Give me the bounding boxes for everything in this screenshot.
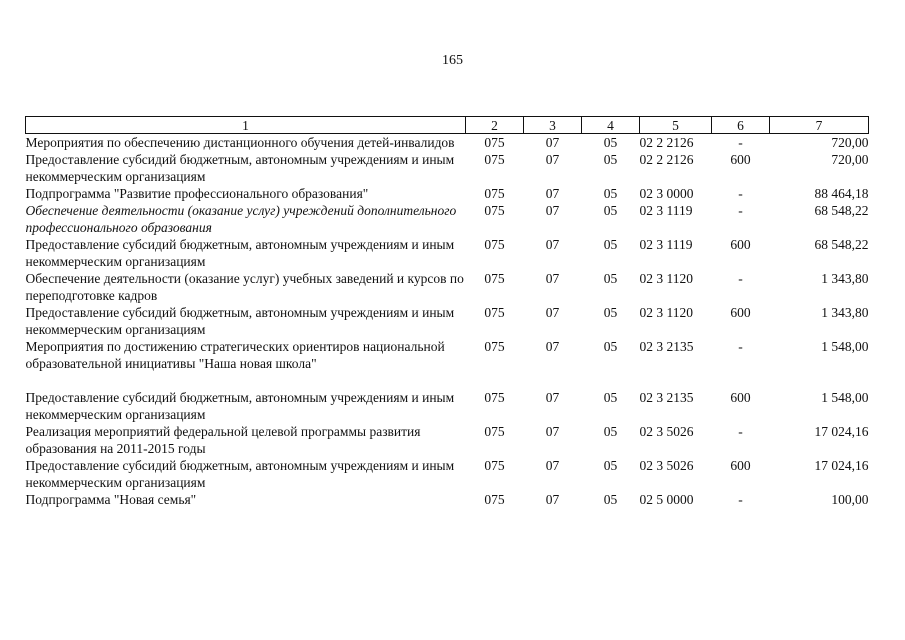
row-col-5: 02 2 2126: [639, 152, 694, 167]
row-col-3: 07: [545, 186, 560, 201]
row-col-5: 02 2 2126: [639, 135, 694, 150]
row-col-2: 075: [484, 458, 505, 473]
header-col-3: 3: [524, 117, 582, 134]
row-amount: 17 024,16: [814, 424, 869, 439]
row-amount: 68 548,22: [814, 237, 869, 252]
row-col-2: 075: [484, 135, 505, 150]
row-col-3: 07: [545, 492, 560, 507]
row-col-5: 02 3 5026: [639, 424, 694, 439]
row-col-5: 02 3 5026: [639, 458, 694, 473]
row-col-6: -: [738, 186, 743, 201]
row-col-6: -: [738, 339, 743, 354]
row-col-6: 600: [730, 390, 751, 405]
row-col-6: -: [738, 203, 743, 218]
row-name: Предоставление субсидий бюджетным, автономным учреждениям и иным некоммерческим организациям: [25, 237, 455, 269]
row-col-5: 02 3 0000: [639, 186, 694, 201]
row-col-3: 07: [545, 135, 560, 150]
row-col-3: 07: [545, 424, 560, 439]
row-col-5: 02 3 2135: [639, 390, 694, 405]
row-spacer: [26, 372, 869, 389]
table-row: [26, 457, 869, 491]
row-col-4: 05: [603, 390, 618, 405]
table-row: [26, 236, 869, 270]
row-col-2: 075: [484, 424, 505, 439]
row-col-3: 07: [545, 305, 560, 320]
row-name: Предоставление субсидий бюджетным, автономным учреждениям и иным некоммерческим организациям: [25, 152, 455, 184]
header-col-5: 5: [640, 117, 712, 134]
row-col-4: 05: [603, 305, 618, 320]
header-row: [26, 117, 869, 134]
budget-table: [25, 116, 869, 508]
row-amount: 88 464,18: [814, 186, 869, 201]
row-col-4: 05: [603, 186, 618, 201]
row-name: Мероприятия по достижению стратегических ориентиров национальной образовательной инициативы "Наша новая школа": [25, 339, 445, 371]
table-row: [26, 202, 869, 236]
row-name: Мероприятия по обеспечению дистанционного обучения детей-инвалидов: [25, 135, 455, 150]
table-row: [26, 389, 869, 423]
row-name: Подпрограмма "Развитие профессионального образования": [25, 186, 369, 201]
row-col-2: 075: [484, 186, 505, 201]
row-name: Реализация мероприятий федеральной целевой программы развития образования на 2011-2015 годы: [25, 424, 421, 456]
row-col-4: 05: [603, 458, 618, 473]
header-col-2: 2: [466, 117, 524, 134]
row-col-3: 07: [545, 339, 560, 354]
header-col-7: 7: [770, 117, 869, 134]
page-number: 165: [442, 53, 463, 68]
row-col-6: -: [738, 271, 743, 286]
table-row: [26, 134, 869, 152]
row-name: Обеспечение деятельности (оказание услуг) учреждений дополнительного профессионального образования: [25, 203, 457, 235]
row-col-4: 05: [603, 424, 618, 439]
row-amount: 100,00: [831, 492, 869, 507]
row-amount: 1 548,00: [821, 339, 869, 354]
row-col-6: -: [738, 424, 743, 439]
row-col-4: 05: [603, 152, 618, 167]
row-col-4: 05: [603, 203, 618, 218]
table-row: [26, 185, 869, 202]
row-col-6: 600: [730, 458, 751, 473]
row-col-2: 075: [484, 271, 505, 286]
header-col-1: 1: [26, 117, 466, 134]
row-col-4: 05: [603, 135, 618, 150]
row-col-5: 02 5 0000: [639, 492, 694, 507]
row-col-4: 05: [603, 237, 618, 252]
spacer-cell: [26, 372, 869, 389]
row-col-3: 07: [545, 237, 560, 252]
row-name: Предоставление субсидий бюджетным, автономным учреждениям и иным некоммерческим организациям: [25, 390, 455, 422]
row-col-2: 075: [484, 492, 505, 507]
row-col-5: 02 3 1120: [639, 305, 693, 320]
row-amount: 68 548,22: [814, 203, 869, 218]
row-col-5: 02 3 1120: [639, 271, 693, 286]
row-col-6: 600: [730, 152, 751, 167]
row-col-2: 075: [484, 152, 505, 167]
row-amount: 1 343,80: [821, 271, 869, 286]
table-body: [26, 134, 869, 509]
header-col-4: 4: [582, 117, 640, 134]
row-col-6: -: [738, 492, 743, 507]
row-col-6: 600: [730, 305, 751, 320]
row-name: Предоставление субсидий бюджетным, автономным учреждениям и иным некоммерческим организациям: [25, 305, 455, 337]
row-name: Предоставление субсидий бюджетным, автономным учреждениям и иным некоммерческим организациям: [25, 458, 455, 490]
row-col-4: 05: [603, 339, 618, 354]
row-col-3: 07: [545, 390, 560, 405]
table-row: [26, 270, 869, 304]
row-amount: 720,00: [831, 152, 869, 167]
row-col-6: 600: [730, 237, 751, 252]
table-row: [26, 151, 869, 185]
table-row: [26, 338, 869, 372]
row-amount: 17 024,16: [814, 458, 869, 473]
row-col-2: 075: [484, 305, 505, 320]
row-col-2: 075: [484, 390, 505, 405]
row-col-3: 07: [545, 271, 560, 286]
row-name: Обеспечение деятельности (оказание услуг) учебных заведений и курсов по переподготовке кадров: [25, 271, 464, 303]
row-col-4: 05: [603, 492, 618, 507]
row-amount: 720,00: [831, 135, 869, 150]
row-col-4: 05: [603, 271, 618, 286]
row-col-6: -: [738, 135, 743, 150]
row-col-5: 02 3 1119: [639, 237, 693, 252]
row-col-2: 075: [484, 203, 505, 218]
row-col-3: 07: [545, 458, 560, 473]
row-name: Подпрограмма "Новая семья": [25, 492, 197, 507]
row-col-2: 075: [484, 237, 505, 252]
table-row: [26, 304, 869, 338]
row-col-2: 075: [484, 339, 505, 354]
table-row: [26, 491, 869, 508]
header-col-6: 6: [712, 117, 770, 134]
row-col-5: 02 3 1119: [639, 203, 693, 218]
row-amount: 1 343,80: [821, 305, 869, 320]
row-col-3: 07: [545, 203, 560, 218]
table-row: [26, 423, 869, 457]
row-col-5: 02 3 2135: [639, 339, 694, 354]
row-amount: 1 548,00: [821, 390, 869, 405]
row-col-3: 07: [545, 152, 560, 167]
